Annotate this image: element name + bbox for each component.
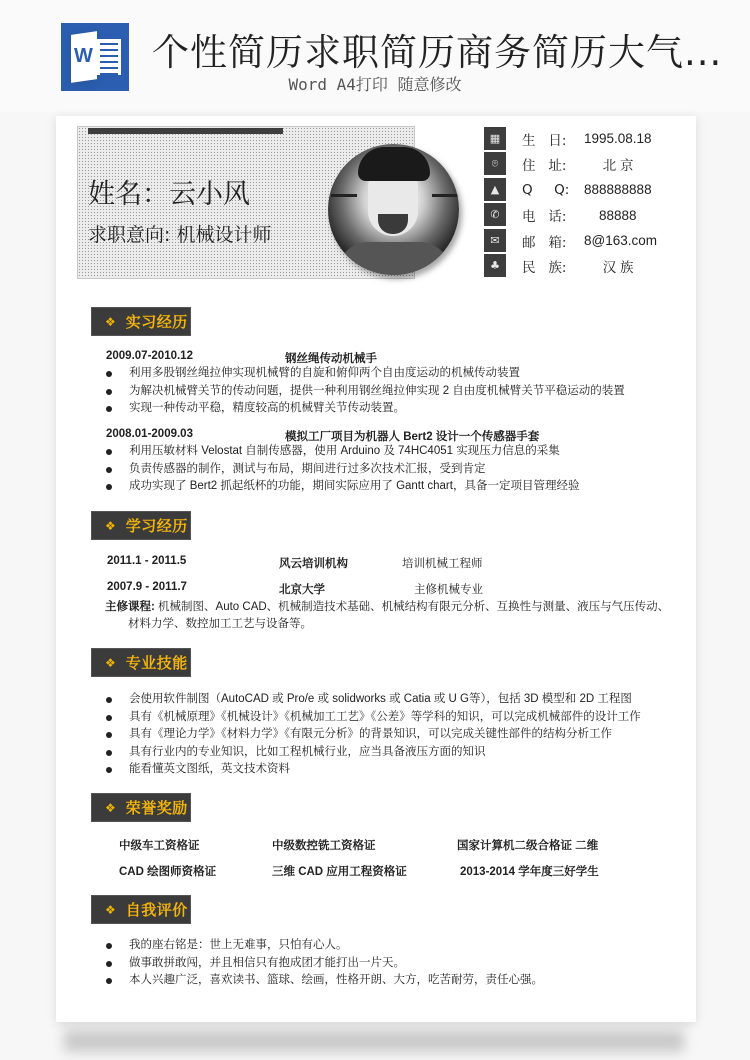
word-icon-lines <box>97 39 121 75</box>
section-header-awards <box>91 793 191 822</box>
edu-date: 2011.1 - 2011.5 <box>107 555 187 567</box>
contact-label: Q Q: <box>522 181 570 198</box>
location-pin-icon: ⌾ <box>484 152 506 176</box>
banner-subtitle: Word A4打印 随意修改 <box>288 75 462 94</box>
award-item: 中级车工资格证 <box>119 840 200 852</box>
list-item: 利用多股钢丝绳拉伸实现机械臂的自旋和俯仰两个自由度运动的机械传动装置 <box>104 365 625 383</box>
section-header-self-evaluation <box>91 895 191 924</box>
diamond-icon: ❖ <box>105 800 116 815</box>
self-eval-bullets <box>104 937 543 990</box>
phone-icon: ✆ <box>484 203 506 227</box>
word-icon-letter: W <box>74 45 93 67</box>
entry-date: 2009.07-2010.12 <box>106 350 193 362</box>
contact-label: 电 话: <box>522 209 567 226</box>
avatar-photo <box>328 144 459 275</box>
contact-label: 民 族: <box>522 260 567 277</box>
list-item: 会使用软件制图（AutoCAD 或 Pro/e 或 solidworks 或 Catia 或 U G等），包括 3D 模型和 2D 工程图 <box>104 691 641 709</box>
edu-date: 2007.9 - 2011.7 <box>107 581 187 593</box>
entry-date: 2008.01-2009.03 <box>106 428 193 440</box>
entry-role: 钢丝绳传动机械手 <box>285 353 377 365</box>
qq-penguin-icon: ▲ <box>484 178 506 202</box>
contact-phone <box>484 203 684 229</box>
contact-value: 8@163.com <box>584 233 657 249</box>
internship-bullets-2 <box>104 443 579 496</box>
contact-address <box>484 152 684 178</box>
section-header-education <box>91 511 191 540</box>
contact-email <box>484 228 684 254</box>
section-header-skills <box>91 648 191 677</box>
contact-qq <box>484 177 684 203</box>
award-item: 2013-2014 学年度三好学生 <box>460 866 599 878</box>
list-item: 具有行业内的专业知识，比如工程机械行业，应当具备液压方面的知识 <box>104 744 641 762</box>
list-item: 成功实现了 Bert2 抓起纸杯的功能，期间实际应用了 Gantt chart，具备一定项目管理经验 <box>104 478 579 496</box>
people-icon: ♣ <box>484 254 506 278</box>
diamond-icon: ❖ <box>105 518 116 533</box>
section-title: 专业技能 <box>125 654 188 672</box>
courses-line <box>105 598 669 614</box>
list-item: 我的座右铭是：世上无难事，只怕有心人。 <box>104 937 543 955</box>
job-intent: 求职意向: 机械设计师 <box>88 224 272 246</box>
diamond-icon: ❖ <box>105 314 116 329</box>
section-title: 荣誉奖励 <box>125 799 188 817</box>
diamond-icon: ❖ <box>105 902 116 917</box>
section-title: 实习经历 <box>125 313 188 331</box>
award-item: 国家计算机二级合格证 二维 <box>457 840 599 852</box>
courses-line-2: 材料力学、数控加工工艺与设备等。 <box>128 618 312 630</box>
contact-label: 生 日: <box>522 132 567 149</box>
list-item: 负责传感器的制作，测试与布局，期间进行过多次技术汇报，受到肯定 <box>104 461 579 479</box>
section-title: 自我评价 <box>125 901 188 919</box>
contact-list <box>484 126 684 279</box>
edu-major: 主修机械专业 <box>414 584 483 596</box>
contact-value: 888888888 <box>584 182 652 198</box>
mail-icon: ✉ <box>484 229 506 253</box>
profile-box <box>77 126 415 279</box>
contact-value: 1995.08.18 <box>584 131 652 147</box>
contact-ethnicity <box>484 254 684 280</box>
contact-birthday <box>484 126 684 152</box>
edu-school: 北京大学 <box>279 584 325 596</box>
edu-major: 培训机械工程师 <box>402 558 483 570</box>
contact-label: 邮 箱: <box>522 234 567 251</box>
contact-value: 汉 族 <box>584 260 634 276</box>
skills-bullets <box>104 691 641 779</box>
list-item: 利用压敏材料 Velostat 自制传感器，使用 Arduino 及 74HC4051 实现压力信息的采集 <box>104 443 579 461</box>
diamond-icon: ❖ <box>105 655 116 670</box>
section-header-internship <box>91 307 191 336</box>
list-item: 具有《机械原理》《机械设计》《机械加工工艺》《公差》等学科的知识，可以完成机械部件的设计工作 <box>104 709 641 727</box>
award-item: 三维 CAD 应用工程资格证 <box>272 866 407 878</box>
courses-label: 主修课程: <box>105 601 155 613</box>
list-item: 本人兴趣广泛，喜欢读书、篮球、绘画，性格开朗、大方，吃苦耐劳，责任心强。 <box>104 972 543 990</box>
contact-value: 88888 <box>584 207 637 223</box>
resume-page <box>56 116 696 1022</box>
banner <box>0 0 750 112</box>
profile-accent-bar <box>88 128 283 134</box>
contact-label: 住 址: <box>522 158 567 175</box>
courses-text: 机械制图、Auto CAD、机械制造技术基础、机械结构有限元分析、互换性与测量、液压与气压传动、 <box>154 601 670 613</box>
profile-name: 姓名：云小风 <box>88 179 250 210</box>
page-shadow <box>64 1030 684 1052</box>
contact-value: 北 京 <box>584 158 634 174</box>
calendar-icon: ▦ <box>484 127 506 151</box>
list-item: 实现一种传动平稳，精度较高的机械臂关节传动装置。 <box>104 400 625 418</box>
edu-school: 风云培训机构 <box>279 558 348 570</box>
internship-bullets-1 <box>104 365 625 418</box>
banner-title: 个性简历求职简历商务简历大气... <box>152 31 723 74</box>
list-item: 为解决机械臂关节的传动问题，提供一种利用钢丝绳拉伸实现 2 自由度机械臂关节平稳运动的装置 <box>104 383 625 401</box>
entry-role: 模拟工厂项目为机器人 Bert2 设计一个传感器手套 <box>285 431 540 443</box>
award-item: CAD 绘图师资格证 <box>119 866 217 878</box>
award-item: 中级数控铣工资格证 <box>272 840 376 852</box>
list-item: 能看懂英文图纸，英文技术资料 <box>104 761 641 779</box>
list-item: 具有《理论力学》《材料力学》《有限元分析》的背景知识，可以完成关键性部件的结构分析工作 <box>104 726 641 744</box>
section-title: 学习经历 <box>125 517 188 535</box>
list-item: 做事敢拼敢闯，并且相信只有抱成团才能打出一片天。 <box>104 955 543 973</box>
